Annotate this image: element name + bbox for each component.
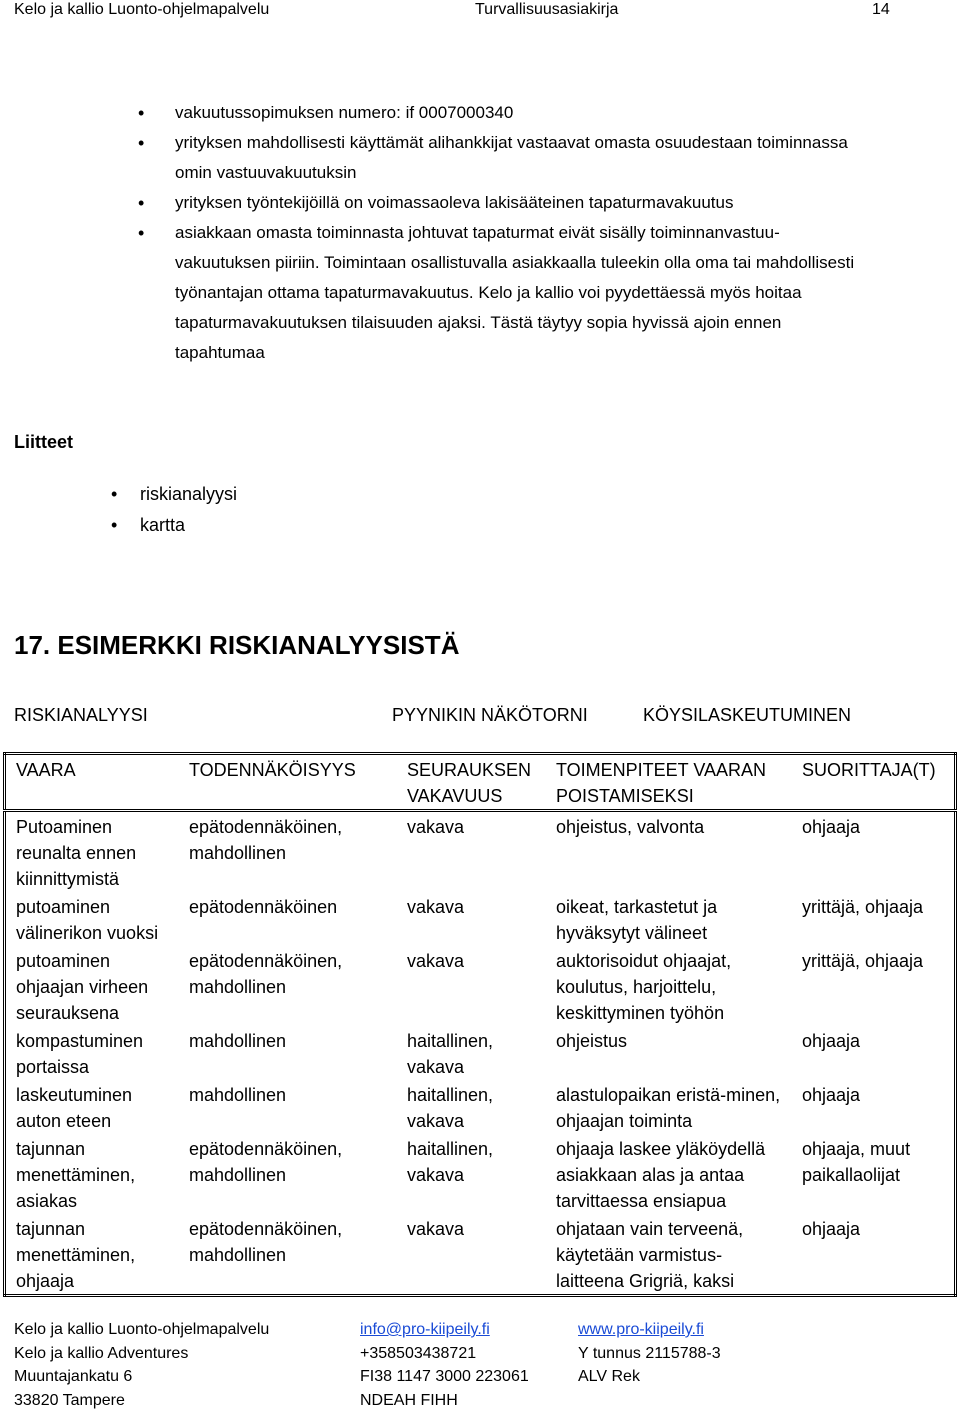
table-cell: auktorisoidut ohjaajat, koulutus, harjoittelu, keskittyminen työhön xyxy=(556,951,732,1023)
footer-business-id: Y tunnus 2115788-3 xyxy=(578,1344,721,1362)
table-cell: vakava xyxy=(407,951,465,971)
header-cell: TOIMENPITEET VAARAN POISTAMISEKSI xyxy=(546,754,792,811)
table-row xyxy=(5,892,956,946)
list-item: • yrityksen työntekijöillä on voimassaoleva lakisääteinen tapaturmavakuutus xyxy=(175,188,875,218)
table-row xyxy=(5,1214,956,1296)
table-cell: yrittäjä, ohjaaja xyxy=(802,897,924,917)
table-cell: haitallinen, vakava xyxy=(407,1031,494,1077)
footer-phone: +358503438721 xyxy=(360,1344,477,1362)
table-cell: ohjeistus xyxy=(556,1031,628,1051)
attachments-list xyxy=(140,479,237,541)
table-cell: ohjataan vain terveenä, käytetään varmistus-laitteena Grigriä, kaksi xyxy=(556,1219,744,1291)
table-cell: epätodennäköinen, mahdollinen xyxy=(189,817,343,863)
table-cell: epätodennäköinen, mahdollinen xyxy=(189,1219,343,1265)
risk-table xyxy=(3,752,957,1297)
header-cell: TODENNÄKÖISYYS xyxy=(179,754,397,811)
table-cell: vakava xyxy=(407,817,465,837)
table-cell: mahdollinen xyxy=(189,1085,287,1105)
footer-bic: NDEAH FIHH xyxy=(360,1391,458,1409)
table-cell: epätodennäköinen, mahdollinen xyxy=(189,951,343,997)
section-title: 17. ESIMERKKI RISKIANALYYSISTÄ xyxy=(14,630,460,660)
footer-vat: ALV Rek xyxy=(578,1368,640,1385)
footer-street: Muuntajankatu 6 xyxy=(14,1368,133,1385)
table-cell: tajunnan menettäminen, asiakas xyxy=(16,1139,136,1211)
footer-iban: FI38 1147 3000 223061 xyxy=(360,1368,529,1385)
table-cell: ohjaaja xyxy=(802,817,861,837)
table-cell: ohjaaja xyxy=(802,1219,861,1239)
subtitle-left: RISKIANALYYSI xyxy=(14,705,148,725)
header-company: Kelo ja kallio Luonto-ohjelmapalvelu xyxy=(14,1,270,18)
table-row xyxy=(5,1026,956,1080)
footer-city: 33820 Tampere xyxy=(14,1391,125,1409)
table-row xyxy=(5,811,956,893)
table-cell: ohjaaja xyxy=(802,1031,861,1051)
table-cell: oikeat, tarkastetut ja hyväksytyt välineet xyxy=(556,897,718,943)
table-header-row xyxy=(5,754,956,811)
subtitle-right: KÖYSILASKEUTUMINEN xyxy=(643,705,852,725)
header-cell: VAARA xyxy=(5,754,180,811)
footer-company: Kelo ja kallio Luonto-ohjelmapalvelu xyxy=(14,1321,270,1338)
list-item: • kartta xyxy=(140,510,237,541)
table-cell: putoaminen välinerikon vuoksi xyxy=(16,897,159,943)
header-doc-title: Turvallisuusasiakirja xyxy=(475,1,619,18)
table-row xyxy=(5,1134,956,1214)
footer-brand: Kelo ja kallio Adventures xyxy=(14,1344,189,1362)
list-item: • riskianalyysi xyxy=(140,479,237,510)
table-cell: epätodennäköinen, mahdollinen xyxy=(189,1139,343,1185)
attachments-heading: Liitteet xyxy=(14,432,74,452)
list-item: • asiakkaan omasta toiminnasta johtuvat tapaturmat eivät sisälly toiminnanvastuu-vakuutuksen piiriin. Toimintaan osallistuvalla asiakkaalla tuleekin olla oma tai mahdollisesti työnantajan ottama tapaturmavakuutus. Kelo ja kallio voi pyydettäessä myös hoitaa tapaturmavakuutuksen tilaisuuden ajaksi. Tästä täytyy sopia hyvissä ajoin ennen tapahtumaa xyxy=(175,218,875,368)
header-cell: SUORITTAJA(T) xyxy=(792,754,956,811)
footer-contact-block xyxy=(360,1318,529,1412)
subtitle-mid: PYYNIKIN NÄKÖTORNI xyxy=(392,705,588,725)
insurance-list xyxy=(175,98,875,368)
table-cell: haitallinen, vakava xyxy=(407,1085,494,1131)
table-cell: vakava xyxy=(407,1219,465,1239)
table-cell: ohjaaja xyxy=(802,1085,861,1105)
footer-web-block xyxy=(578,1318,721,1389)
table-row xyxy=(5,946,956,1026)
footer-website-link[interactable]: www.pro-kiipeily.fi xyxy=(578,1321,704,1338)
header-cell: SEURAUKSEN VAKAVUUS xyxy=(397,754,546,811)
table-cell: putoaminen ohjaajan virheen seurauksena xyxy=(16,951,149,1023)
table-cell: epätodennäköinen xyxy=(189,897,338,917)
footer-company-block xyxy=(14,1318,269,1412)
table-row xyxy=(5,1080,956,1134)
table-cell: haitallinen, vakava xyxy=(407,1139,494,1185)
table-cell: mahdollinen xyxy=(189,1031,287,1051)
table-cell: ohjeistus, valvonta xyxy=(556,817,705,837)
table-cell: ohjaaja laskee yläköydellä asiakkaan alas ja antaa tarvittaessa ensiapua xyxy=(556,1139,766,1211)
footer-email-link[interactable]: info@pro-kiipeily.fi xyxy=(360,1321,490,1338)
table-cell: laskeutuminen auton eteen xyxy=(16,1085,133,1131)
table-cell: ohjaaja, muut paikallaolijat xyxy=(802,1139,911,1185)
table-cell: kompastuminen portaissa xyxy=(16,1031,144,1077)
table-cell: Putoaminen reunalta ennen kiinnittymistä xyxy=(16,817,137,889)
table-cell: alastulopaikan eristä-minen, ohjaajan toiminta xyxy=(556,1085,781,1131)
page-number: 14 xyxy=(872,1,890,18)
table-cell: tajunnan menettäminen, ohjaaja xyxy=(16,1219,136,1291)
table-cell: yrittäjä, ohjaaja xyxy=(802,951,924,971)
list-item: • vakuutussopimuksen numero: if 0007000340 xyxy=(175,98,875,128)
list-item: • yrityksen mahdollisesti käyttämät alihankkijat vastaavat omasta osuudestaan toiminnassa omin vastuuvakuutuksin xyxy=(175,128,855,188)
table-cell: vakava xyxy=(407,897,465,917)
